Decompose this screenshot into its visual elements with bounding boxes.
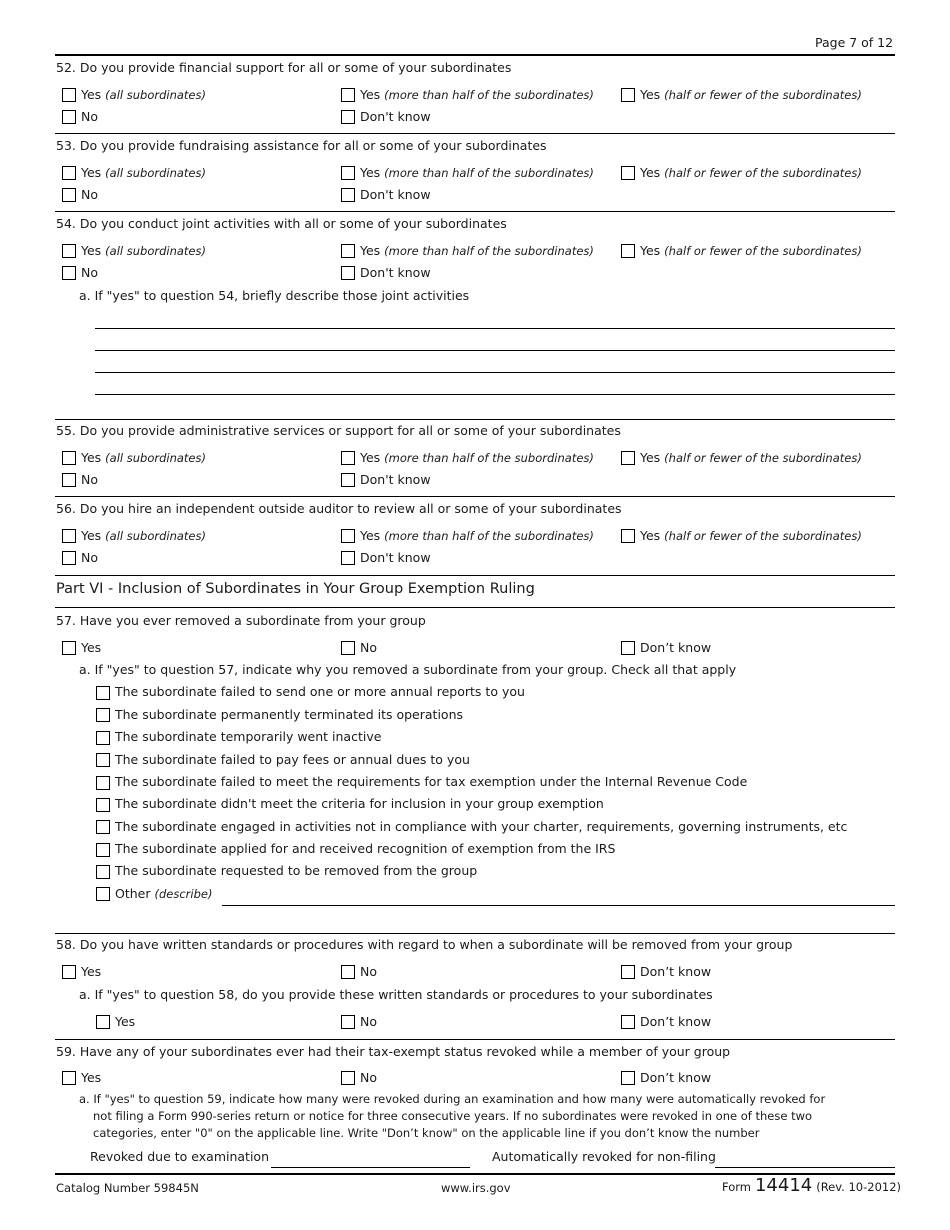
q56-yes-all-checkbox[interactable] [62,529,76,543]
describe-line[interactable] [95,394,895,395]
half-fewer-note: (half or fewer of the subordinates) [664,451,862,465]
other-label: Other [115,886,151,901]
q52-dont-know-checkbox[interactable] [341,110,355,124]
q56-no-checkbox[interactable] [62,551,76,565]
q59-dont-know-checkbox[interactable] [621,1071,635,1085]
q58a-yes-checkbox[interactable] [96,1015,110,1029]
yes-label: Yes [360,243,381,258]
q52-yes-all-checkbox[interactable] [62,88,76,102]
q57-dont-know-checkbox[interactable] [621,641,635,655]
q54-yes-more-half-checkbox[interactable] [341,244,355,258]
q57-yes-checkbox[interactable] [62,641,76,655]
q53-yes-more-half-checkbox[interactable] [341,166,355,180]
q55-yes-all-checkbox[interactable] [62,451,76,465]
q53-no-checkbox[interactable] [62,188,76,202]
q52-yes-half-fewer-checkbox[interactable] [621,88,635,102]
yes-label: Yes [81,165,102,180]
divider [55,54,895,56]
half-fewer-note: (half or fewer of the subordinates) [664,529,862,543]
q57-reason-label: The subordinate applied for and received recognition of exemption from the IRS [115,841,616,856]
yes-label: Yes [640,243,661,258]
yes-label: Yes [640,528,661,543]
revoked-exam-label: Revoked due to examination [90,1149,269,1164]
q56-yes-half-fewer-checkbox[interactable] [621,529,635,543]
q57-reason-checkbox[interactable] [96,865,110,879]
yes-label: Yes [81,450,102,465]
q54-yes-all-checkbox[interactable] [62,244,76,258]
q57-reason-checkbox[interactable] [96,798,110,812]
q57-reason-label: The subordinate temporarily went inactive [115,729,382,744]
q58a-dont-know-checkbox[interactable] [621,1015,635,1029]
part-vi-title: Part VI - Inclusion of Subordinates in Your Group Exemption Ruling [56,581,535,597]
q53-yes-all-checkbox[interactable] [62,166,76,180]
q57-reason-checkbox[interactable] [96,820,110,834]
q55-yes-half-fewer-checkbox[interactable] [621,451,635,465]
q57-no-checkbox[interactable] [341,641,355,655]
more-half-note: (more than half of the subordinates) [384,166,594,180]
q58-no-checkbox[interactable] [341,965,355,979]
no-label: No [81,265,98,280]
q57-reason-checkbox[interactable] [96,708,110,722]
q59-no-checkbox[interactable] [341,1071,355,1085]
describe-line[interactable] [95,328,895,329]
q57-reason-checkbox[interactable] [96,731,110,745]
divider [55,1039,895,1040]
divider [55,575,895,576]
catalog-number: Catalog Number 59845N [56,1181,199,1195]
more-half-note: (more than half of the subordinates) [384,88,594,102]
divider [55,607,895,608]
divider [55,133,895,134]
question-56: 56. Do you hire an independent outside auditor to review all or some of your subordinates [56,501,622,516]
more-half-note: (more than half of the subordinates) [384,529,594,543]
q53-yes-half-fewer-checkbox[interactable] [621,166,635,180]
yes-label: Yes [81,87,102,102]
all-subordinates-note: (all subordinates) [105,244,206,258]
dont-know-label: Don’t know [640,1070,712,1085]
q57-reason-label: The subordinate failed to send one or more annual reports to you [115,684,525,699]
yes-label: Yes [360,87,381,102]
q57-other-checkbox[interactable] [96,887,110,901]
divider [55,933,895,934]
q57-reason-label: The subordinate failed to pay fees or annual dues to you [115,752,470,767]
divider [55,496,895,497]
yes-label: Yes [360,528,381,543]
irs-url: www.irs.gov [441,1181,511,1195]
q59-yes-checkbox[interactable] [62,1071,76,1085]
describe-line[interactable] [95,372,895,373]
q57-reason-label: The subordinate failed to meet the requirements for tax exemption under the Internal Revenue Code [115,774,748,789]
q57-reason-checkbox[interactable] [96,843,110,857]
describe-line[interactable] [95,350,895,351]
dont-know-label: Don't know [360,265,431,280]
divider [55,211,895,212]
question-52: 52. Do you provide financial support for all or some of your subordinates [56,60,512,75]
yes-label: Yes [115,1014,136,1029]
no-label: No [360,964,377,979]
q57-reason-label: The subordinate permanently terminated its operations [115,707,464,722]
question-59a-line2: not filing a Form 990-series return or notice for three consecutive years. If no subordinates were revoked in one of these two [93,1109,813,1123]
q52-no-checkbox[interactable] [62,110,76,124]
q58-yes-checkbox[interactable] [62,965,76,979]
question-59a-line1: a. If "yes" to question 59, indicate how many were revoked during an examination and how many were automatically revoked for [79,1092,826,1106]
yes-label: Yes [640,450,661,465]
all-subordinates-note: (all subordinates) [105,451,206,465]
yes-label: Yes [81,1070,102,1085]
question-59: 59. Have any of your subordinates ever had their tax-exempt status revoked while a member of your group [56,1044,731,1059]
q52-yes-more-half-checkbox[interactable] [341,88,355,102]
q57-reason-checkbox[interactable] [96,776,110,790]
page-number: Page 7 of 12 [815,35,894,50]
q55-dont-know-checkbox[interactable] [341,473,355,487]
no-label: No [360,1070,377,1085]
all-subordinates-note: (all subordinates) [105,88,206,102]
all-subordinates-note: (all subordinates) [105,529,206,543]
revoked-exam-field[interactable] [271,1167,470,1168]
question-58: 58. Do you have written standards or procedures with regard to when a subordinate will be removed from your group [56,937,793,952]
question-54a: a. If "yes" to question 54, briefly describe those joint activities [79,288,470,303]
dont-know-label: Don't know [360,472,431,487]
dont-know-label: Don’t know [640,1014,712,1029]
question-53: 53. Do you provide fundraising assistance for all or some of your subordinates [56,138,547,153]
q58a-no-checkbox[interactable] [341,1015,355,1029]
q57-reason-checkbox[interactable] [96,686,110,700]
question-55: 55. Do you provide administrative services or support for all or some of your subordinates [56,423,621,438]
more-half-note: (more than half of the subordinates) [384,244,594,258]
yes-label: Yes [81,528,102,543]
q53-dont-know-checkbox[interactable] [341,188,355,202]
q54-yes-half-fewer-checkbox[interactable] [621,244,635,258]
dont-know-label: Don't know [360,187,431,202]
q55-no-checkbox[interactable] [62,473,76,487]
yes-label: Yes [640,87,661,102]
q54-no-checkbox[interactable] [62,266,76,280]
dont-know-label: Don’t know [640,964,712,979]
other-describe-line[interactable] [222,905,895,906]
half-fewer-note: (half or fewer of the subordinates) [664,88,862,102]
half-fewer-note: (half or fewer of the subordinates) [664,244,862,258]
dont-know-label: Don't know [360,109,431,124]
question-54: 54. Do you conduct joint activities with all or some of your subordinates [56,216,507,231]
question-57a: a. If "yes" to question 57, indicate why you removed a subordinate from your group. Check all that apply [79,662,737,677]
no-label: No [81,109,98,124]
form-number: 14414 [754,1175,813,1196]
describe-note: (describe) [154,887,213,901]
dont-know-label: Don’t know [640,640,712,655]
q58-dont-know-checkbox[interactable] [621,965,635,979]
question-59a-line3: categories, enter "0" on the applicable line. Write "Don’t know" on the applicable line if you don’t know the number [93,1126,760,1140]
dont-know-label: Don't know [360,550,431,565]
no-label: No [81,187,98,202]
yes-label: Yes [81,964,102,979]
yes-label: Yes [360,450,381,465]
q57-reason-checkbox[interactable] [96,753,110,767]
question-57: 57. Have you ever removed a subordinate from your group [56,613,426,628]
more-half-note: (more than half of the subordinates) [384,451,594,465]
no-label: No [81,550,98,565]
q56-dont-know-checkbox[interactable] [341,551,355,565]
yes-label: Yes [640,165,661,180]
q57-reason-label: The subordinate didn't meet the criteria for inclusion in your group exemption [115,796,604,811]
form-label: Form [722,1180,751,1194]
q54-dont-know-checkbox[interactable] [341,266,355,280]
q57-reason-label: The subordinate engaged in activities not in compliance with your charter, requirements, governing instruments, etc [115,819,848,834]
q56-yes-more-half-checkbox[interactable] [341,529,355,543]
all-subordinates-note: (all subordinates) [105,166,206,180]
divider [55,419,895,420]
half-fewer-note: (half or fewer of the subordinates) [664,166,862,180]
q57-reason-label: The subordinate requested to be removed from the group [115,863,478,878]
revoked-auto-field[interactable] [715,1167,895,1168]
yes-label: Yes [81,243,102,258]
no-label: No [81,472,98,487]
question-58a: a. If "yes" to question 58, do you provide these written standards or procedures to your subordinates [79,987,713,1002]
no-label: No [360,1014,377,1029]
q55-yes-more-half-checkbox[interactable] [341,451,355,465]
yes-label: Yes [360,165,381,180]
revision: (Rev. 10-2012) [816,1180,902,1194]
yes-label: Yes [81,640,102,655]
revoked-auto-label: Automatically revoked for non-filing [492,1149,716,1164]
no-label: No [360,640,377,655]
